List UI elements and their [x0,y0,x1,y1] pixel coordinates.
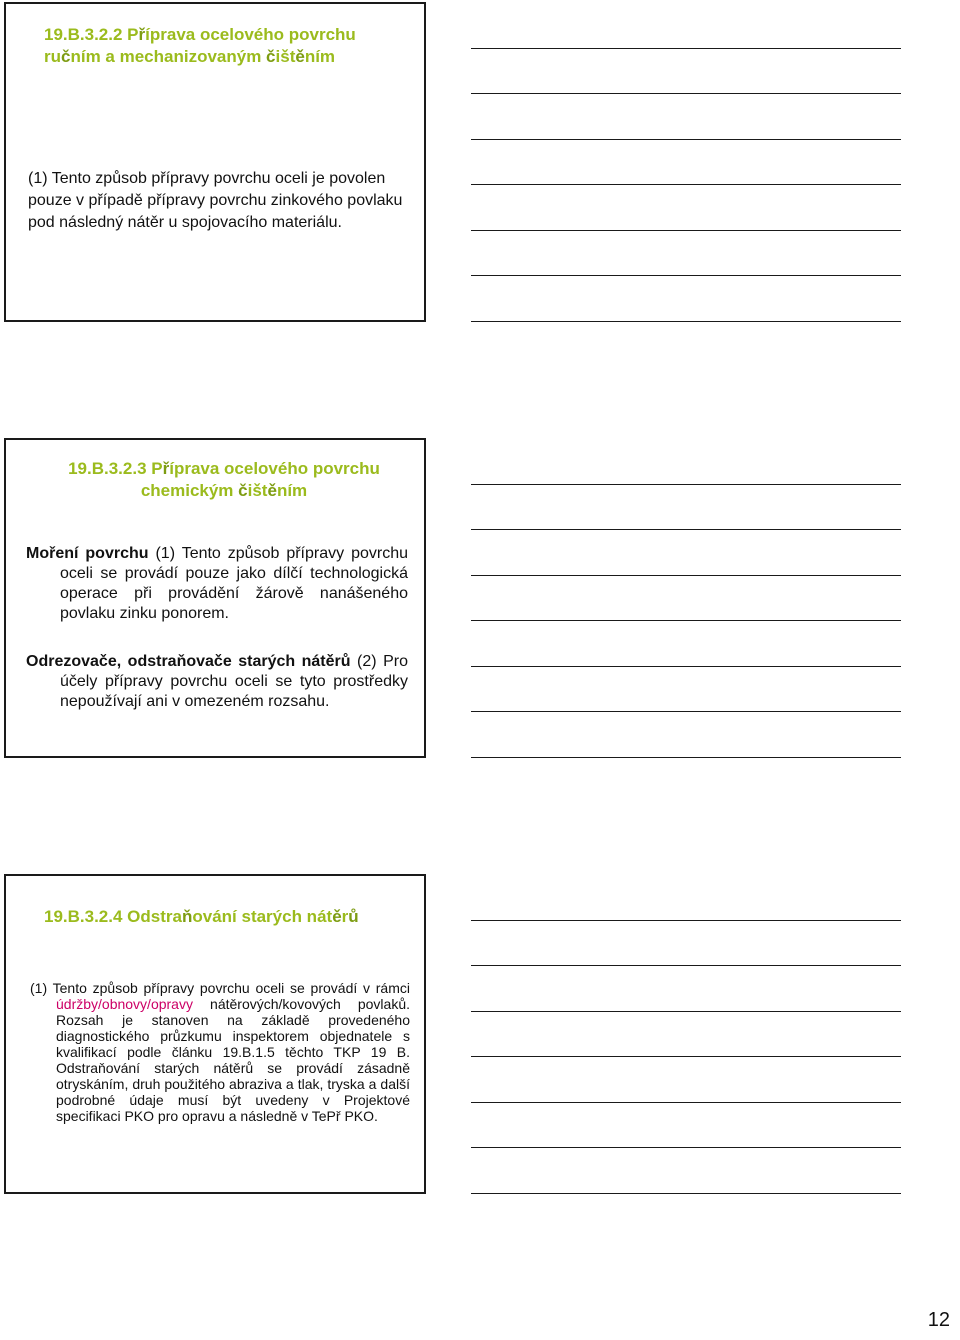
slide-2-paragraph-2 [26,652,408,712]
page-number: 12 [927,1309,950,1331]
slide-2 [4,438,426,758]
paragraph-1-text: (1) Tento způsob přípravy povrchu oceli se provádí pouze jako dílčí technologická operace při provádění žárově nanášeného povlaku zinku ponorem. [60,545,408,622]
paragraph-1-heading: Moření povrchu [26,545,149,562]
note-line [471,93,901,94]
note-line [471,1147,901,1148]
note-line [471,757,901,758]
note-line [471,184,901,185]
slide-3-body: (1) Tento způsob přípravy povrchu oceli se provádí v rámci údržby/obnovy/opravy nátěrových/kovových povlaků. Rozsah je stanoven na základě provedeného diagnostického průzkumu inspektorem objednatele s kvalifikací podle článku 19.B.1.5 těchto TKP 19 B. Odstraňování starých nátěrů se provádí zásadně otryskáním, druh použitého abraziva a tlak, tryska a další podrobné údaje musí být uvedeny v Projektové specifikaci PKO pro opravu a následně v TePř PKO. [30,980,410,1124]
note-line [471,711,901,712]
note-line [471,48,901,49]
note-line [471,920,901,921]
note-line [471,321,901,322]
slide-1-title: 19.B.3.2.2 Příprava ocelového povrchu ručním a mechanizovaným čištěním [44,25,356,66]
note-line [471,620,901,621]
note-line [471,230,901,231]
slide-3 [4,874,426,1194]
paragraph-2-heading: Odrezovače, odstraňovače starých nátěrů [26,653,351,670]
note-line [471,1102,901,1103]
note-line [471,1056,901,1057]
note-line [471,575,901,576]
slide-3-title: 19.B.3.2.4 Odstraňování starých nátěrů [44,907,359,926]
note-line [471,529,901,530]
slide-1 [4,2,426,322]
note-line [471,139,901,140]
slide-2-paragraph-1 [26,544,408,624]
note-line [471,965,901,966]
note-line [471,1193,901,1194]
slide-2-title: 19.B.3.2.3 Příprava ocelového povrchu chemickým čištěním [68,459,380,500]
slide-1-body: (1) Tento způsob přípravy povrchu oceli je povolen pouze v případě přípravy povrchu zinkového povlaku pod následný nátěr u spojovacího materiálu. [28,170,403,231]
note-line [471,484,901,485]
note-line [471,1011,901,1012]
note-line [471,666,901,667]
note-line [471,275,901,276]
maintenance-highlight: údržby/obnovy/opravy [56,996,193,1012]
paragraph-2-text: (2) Pro účely přípravy povrchu oceli se tyto prostředky nepoužívají ani v omezeném rozsahu. [60,653,408,710]
